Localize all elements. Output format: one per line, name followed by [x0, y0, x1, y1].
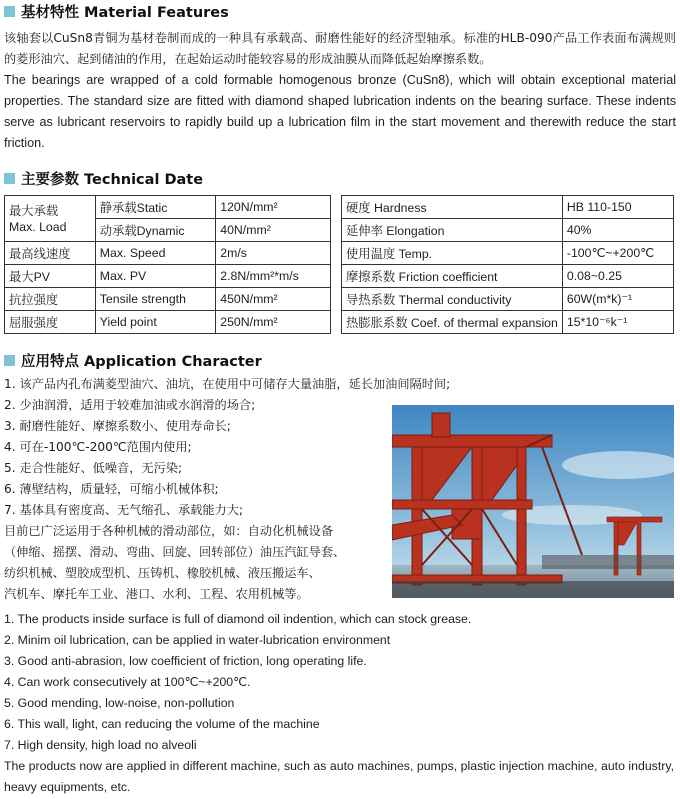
technical-date-heading: [4, 168, 203, 189]
list-item: 汽机车、摩托车工业、港口、水利、工程、农用机械等。: [4, 587, 309, 601]
list-item: 1. The products inside surface is full of diamond oil indention, which can stock grease.: [4, 612, 472, 626]
list-item: 1. 该产品内孔布满菱型油穴、油坑，在使用中可储存大量油脂，延长加油间隔时间;: [4, 377, 451, 391]
max-pv-label: Max. PV: [95, 265, 215, 288]
table-row: [5, 288, 674, 311]
section-marker-icon: [4, 355, 15, 366]
list-item: 7. 基体具有密度高、无气缩孔、承载能力大;: [4, 503, 243, 517]
static-load-label: 静承载Static: [95, 196, 215, 219]
list-item: 2. Minim oil lubrication, can be applied in water-lubrication environment: [4, 633, 391, 647]
friction-value: 0.08~0.25: [562, 265, 673, 288]
application-closing-text: The products now are applied in different machine, such as auto machines, pumps, plastic injection machine, auto industry, heavy equipments, etc.: [4, 759, 674, 794]
table-row: [5, 311, 674, 334]
temp-label: 使用温度 Temp.: [342, 242, 563, 265]
tensile-value: 450N/mm²: [216, 288, 330, 311]
list-item: 2. 少油润滑，适用于较难加油或水润滑的场合;: [4, 398, 256, 412]
list-item: 5. Good mending, low-noise, non-pollution: [4, 696, 235, 710]
table-divider: [330, 288, 341, 311]
port-crane-illustration: [392, 405, 674, 598]
list-item: 4. Can work consecutively at 100℃~+200℃.: [4, 675, 251, 689]
port-crane-photo: [392, 405, 674, 598]
table-row: [5, 219, 674, 242]
static-load-value: 120N/mm²: [216, 196, 330, 219]
application-character-heading: [4, 350, 262, 371]
table-divider: [330, 196, 341, 219]
table-divider: [330, 219, 341, 242]
elongation-value: 40%: [562, 219, 673, 242]
technical-spec-table: [4, 195, 674, 334]
max-load-label-cn: 最大承载: [9, 203, 59, 218]
hardness-label: 硬度 Hardness: [342, 196, 563, 219]
max-load-label: [5, 196, 96, 242]
list-item: 3. 耐磨性能好、摩擦系数小、使用寿命长;: [4, 419, 231, 433]
dynamic-load-value: 40N/mm²: [216, 219, 330, 242]
yield-label-cn: 屈服强度: [5, 311, 96, 334]
table-row: [5, 242, 674, 265]
conductivity-value: 60W(m*k)⁻¹: [562, 288, 673, 311]
max-pv-label-cn: 最大PV: [5, 265, 96, 288]
list-item: 6. This wall, light, can reducing the volume of the machine: [4, 717, 320, 731]
elongation-label: 延伸率 Elongation: [342, 219, 563, 242]
section-marker-icon: [4, 173, 15, 184]
max-speed-label: Max. Speed: [95, 242, 215, 265]
material-description-en: The bearings are wrapped of a cold formable homogenous bronze (CuSn8), which will obtain exceptional material properties. The standard size are fitted with diamond shaped lubrication indents on the bearing surface. These indents serve as lubricant reservoirs to rapidly build up a lubrication film in the start movement and therewith reduce the start friction.: [4, 73, 676, 150]
application-list-cn: [4, 374, 451, 605]
material-features-title: 基材特性 Material Features: [21, 5, 229, 21]
max-pv-value: 2.8N/mm²*m/s: [216, 265, 330, 288]
tensile-label: Tensile strength: [95, 288, 215, 311]
dynamic-load-label: 动承载Dynamic: [95, 219, 215, 242]
yield-label: Yield point: [95, 311, 215, 334]
application-character-title: 应用特点 Application Character: [21, 354, 262, 370]
list-item: 目前已广泛运用于各种机械的滑动部位，如：自动化机械设备: [4, 524, 334, 538]
list-item: （伸缩、摇摆、滑动、弯曲、回旋、回转部位）油压汽缸导套、: [4, 545, 346, 559]
section-marker-icon: [4, 6, 15, 17]
conductivity-label: 导热系数 Thermal conductivity: [342, 288, 563, 311]
max-speed-value: 2m/s: [216, 242, 330, 265]
list-item: 7. High density, high load no alveoli: [4, 738, 197, 752]
hardness-value: HB 110-150: [562, 196, 673, 219]
table-divider: [330, 242, 341, 265]
expansion-value: 15*10⁻⁶k⁻¹: [562, 311, 673, 334]
table-row: [5, 265, 674, 288]
list-item: 4. 可在-100℃-200℃范围内使用;: [4, 440, 192, 454]
table-divider: [330, 311, 341, 334]
max-speed-label-cn: 最高线速度: [5, 242, 96, 265]
technical-date-title: 主要参数 Technical Date: [21, 172, 204, 188]
yield-value: 250N/mm²: [216, 311, 330, 334]
list-item: 3. Good anti-abrasion, low coefficient of friction, long operating life.: [4, 654, 367, 668]
list-item: 5. 走合性能好、低噪音，无污染;: [4, 461, 183, 475]
friction-label: 摩擦系数 Friction coefficient: [342, 265, 563, 288]
tensile-label-cn: 抗拉强度: [5, 288, 96, 311]
list-item: 6. 薄壁结构，质量轻，可缩小机械体积;: [4, 482, 219, 496]
max-load-label-en: Max. Load: [9, 219, 67, 234]
list-item: 纺织机械、塑胶成型机、压铸机、橡胶机械、液压搬运车、: [4, 566, 321, 580]
material-features-heading: [4, 1, 229, 22]
temp-value: -100℃~+200℃: [562, 242, 673, 265]
table-row: [5, 196, 674, 219]
application-list-en: [4, 609, 674, 798]
material-description-cn: 该轴套以CuSn8青铜为基材卷制而成的一种具有承载高、耐磨性能好的经济型轴承。标准的HLB-090产品工作表面布满规则的菱形油穴、起到储油的作用，在起始运动时能较容易的形成油膜从而降低起始摩擦系数。: [4, 31, 676, 66]
table-divider: [330, 265, 341, 288]
expansion-label: 热膨胀系数 Coef. of thermal expansion: [342, 311, 563, 334]
